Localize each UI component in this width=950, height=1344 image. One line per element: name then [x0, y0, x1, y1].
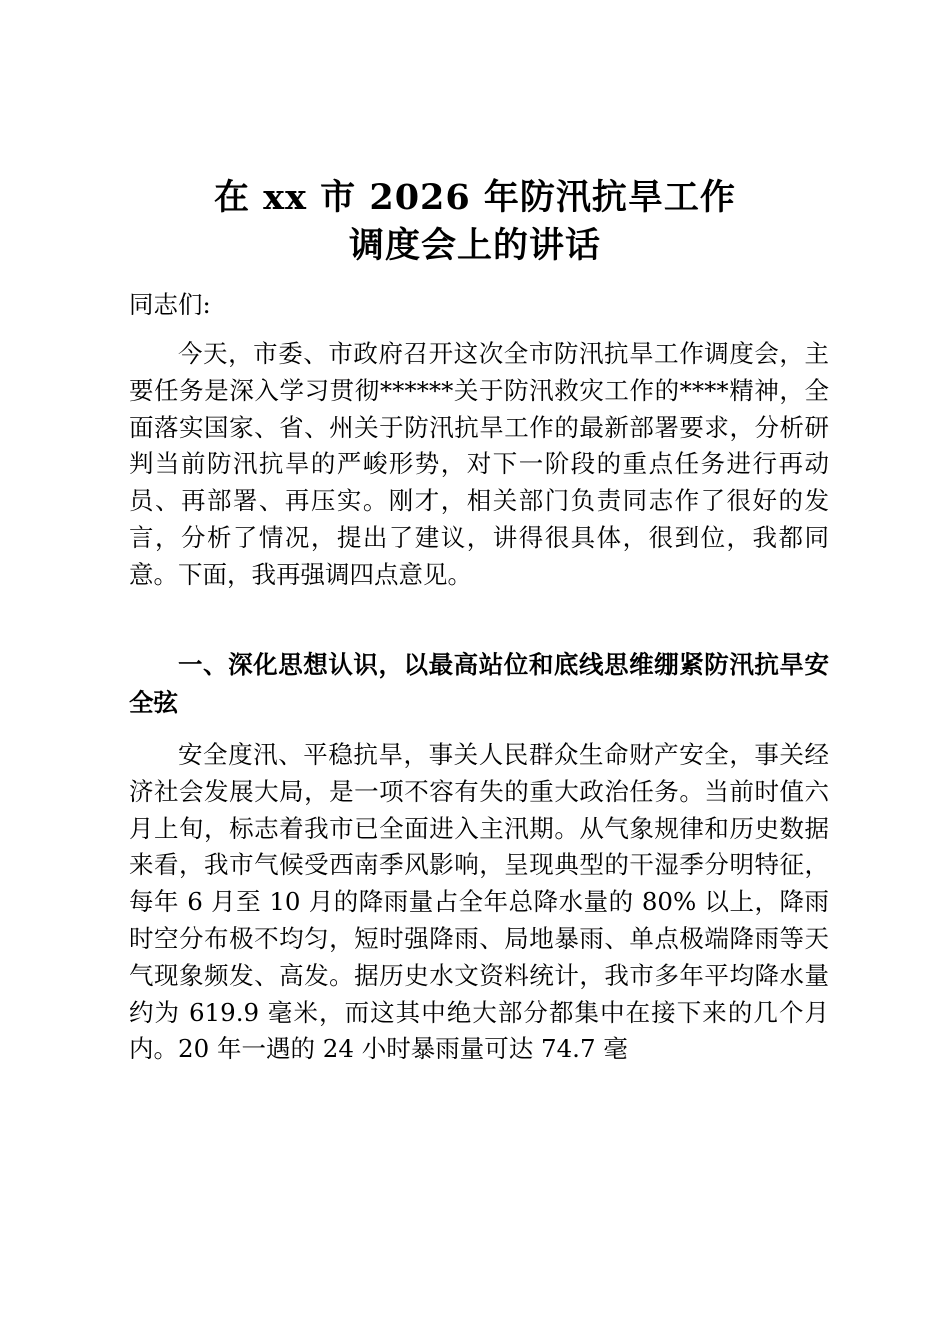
paragraph-section-1: 安全度汛、平稳抗旱，事关人民群众生命财产安全，事关经济社会发展大局，是一项不容有失的重大政治任务。当前时值六月上旬，标志着我市已全面进入主汛期。从气象规律和历史数据来看，我市气候受西南季风影响，呈现典型的干湿季分明特征，每年 6 月至 10 月的降雨量占全年总降水量的 80% 以上，降雨时空分布极不均匀，短时强降雨、局地暴雨、单点极端降雨等天气现象频发、高发。据历史水文资料统计，我市多年平均降水量约为 619.9 毫米，而这其中绝大部分都集中在接下来的几个月内。20 年一遇的 24 小时暴雨量可达 74.7 毫 [129, 740, 829, 1064]
greeting: 同志们: [129, 290, 211, 319]
document-title-line-2: 调度会上的讲话 [348, 225, 601, 266]
section-heading-1: 一、深化思想认识，以最高站位和底线思维绷紧防汛抗旱安全弦 [129, 650, 829, 717]
document-title-line-1: 在 xx 市 2026 年防汛抗旱工作 [214, 177, 736, 218]
paragraph-intro: 今天，市委、市政府召开这次全市防汛抗旱工作调度会，主要任务是深入学习贯彻******关于防汛救灾工作的****精神，全面落实国家、省、州关于防汛抗旱工作的最新部署要求，分析研判当前防汛抗旱的严峻形势，对下一阶段的重点任务进行再动员、再部署、再压实。刚才，相关部门负责同志作了很好的发言，分析了情况，提出了建议，讲得很具体，很到位，我都同意。下面，我再强调四点意见。 [129, 339, 829, 589]
